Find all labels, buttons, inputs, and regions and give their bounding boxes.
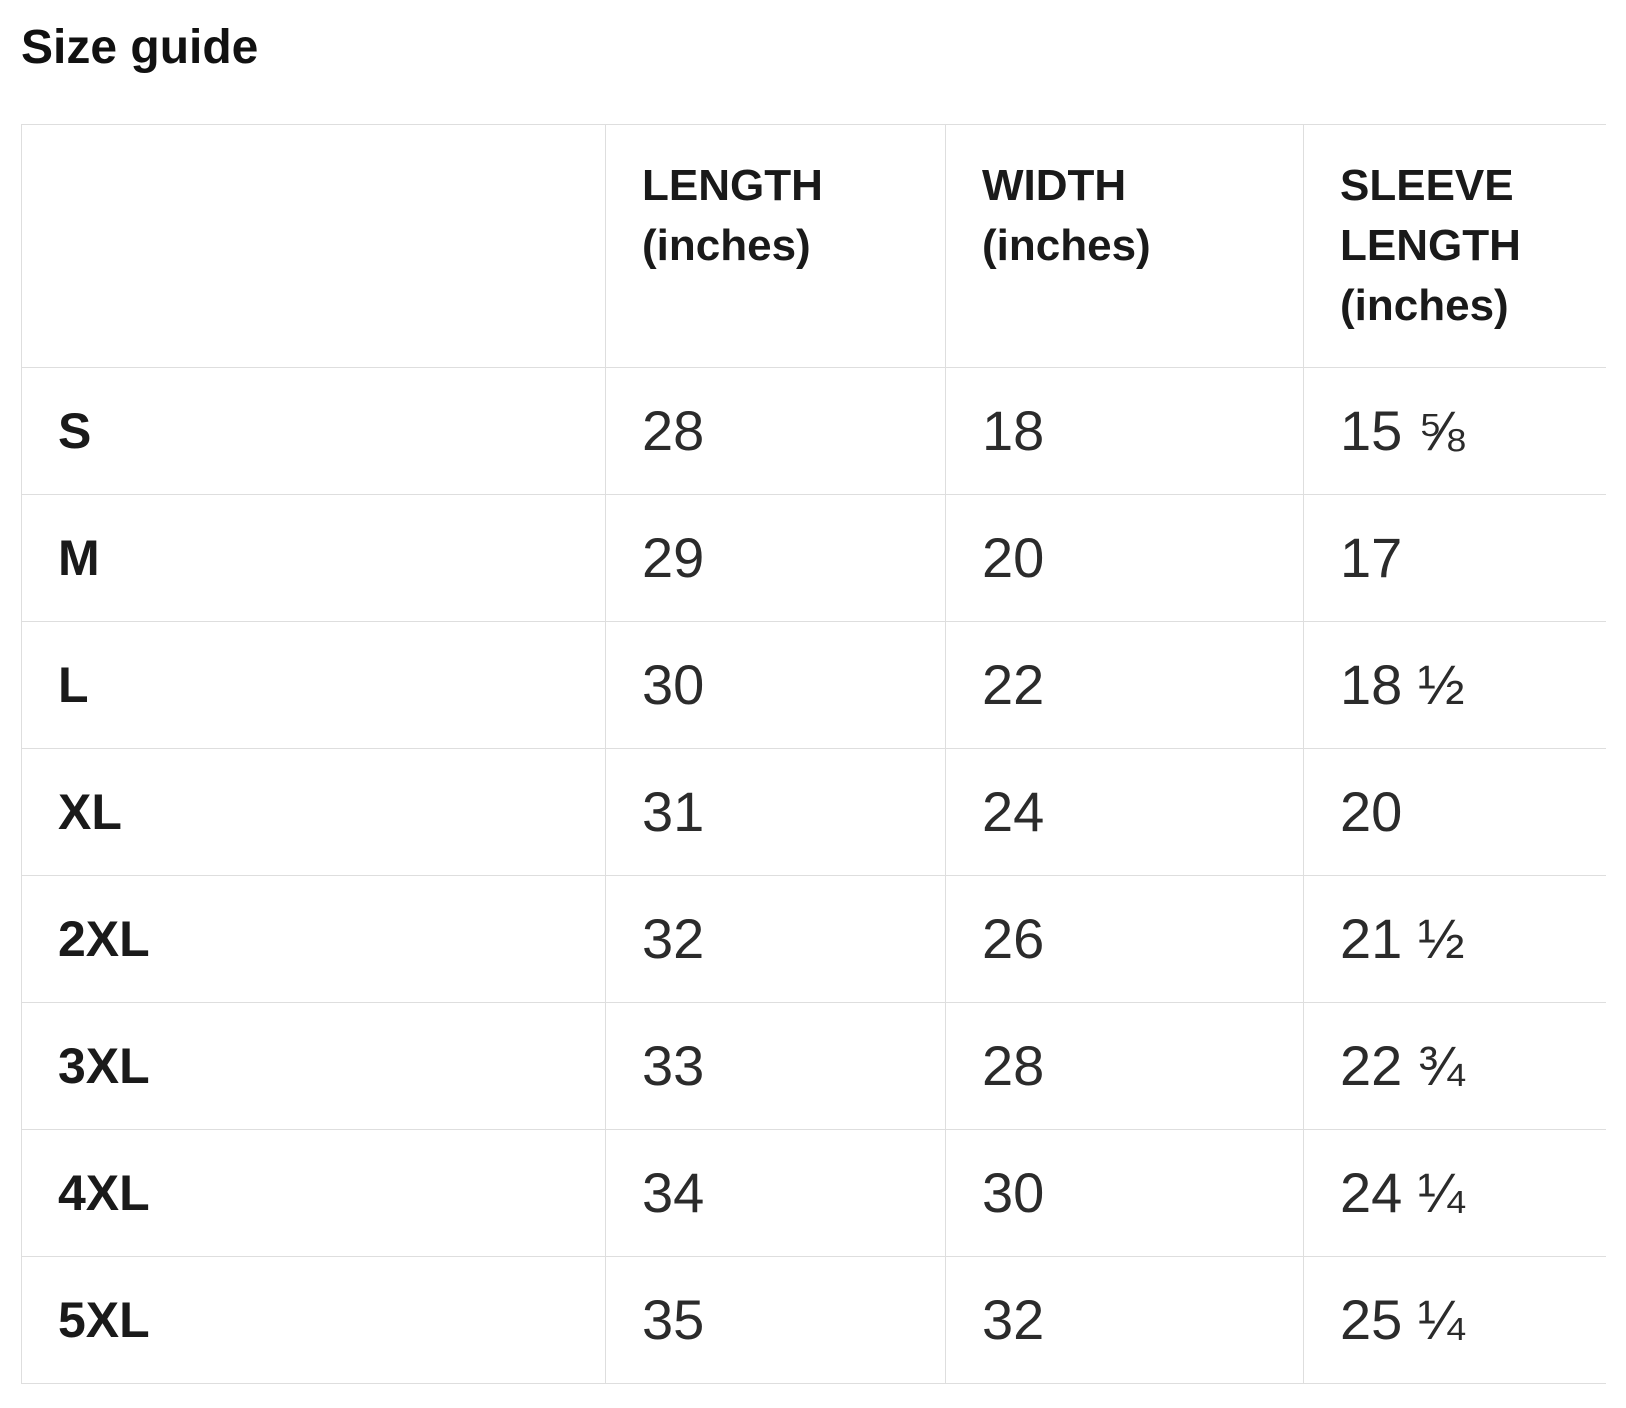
column-header-width: WIDTH (inches) [946, 125, 1304, 368]
table-row-l [22, 622, 1606, 749]
length-value: 30 [606, 622, 946, 749]
table-header [22, 125, 1606, 368]
sleeve-length-value: 15 ⅝ [1304, 368, 1606, 495]
width-value: 22 [946, 622, 1304, 749]
table-row-xl [22, 749, 1606, 876]
length-value: 35 [606, 1257, 946, 1384]
length-value: 33 [606, 1003, 946, 1130]
table-row-s [22, 368, 1606, 495]
sleeve-length-value: 20 [1304, 749, 1606, 876]
size-label: S [22, 368, 606, 495]
size-label: M [22, 495, 606, 622]
size-label: 3XL [22, 1003, 606, 1130]
header-row [22, 125, 1606, 368]
column-header-size [22, 125, 606, 368]
sleeve-length-value: 25 ¼ [1304, 1257, 1606, 1384]
sleeve-length-value: 22 ¾ [1304, 1003, 1606, 1130]
sleeve-length-value: 18 ½ [1304, 622, 1606, 749]
length-value: 32 [606, 876, 946, 1003]
width-value: 20 [946, 495, 1304, 622]
sleeve-length-value: 21 ½ [1304, 876, 1606, 1003]
size-label: L [22, 622, 606, 749]
width-value: 24 [946, 749, 1304, 876]
table-row-3xl [22, 1003, 1606, 1130]
length-value: 31 [606, 749, 946, 876]
width-value: 18 [946, 368, 1304, 495]
size-label: 2XL [22, 876, 606, 1003]
length-value: 29 [606, 495, 946, 622]
table-row-5xl [22, 1257, 1606, 1384]
size-guide-table [21, 124, 1606, 1384]
width-value: 26 [946, 876, 1304, 1003]
width-value: 30 [946, 1130, 1304, 1257]
size-label: 5XL [22, 1257, 606, 1384]
size-label: XL [22, 749, 606, 876]
sleeve-length-value: 24 ¼ [1304, 1130, 1606, 1257]
length-value: 34 [606, 1130, 946, 1257]
column-header-length: LENGTH (inches) [606, 125, 946, 368]
length-value: 28 [606, 368, 946, 495]
table-row-4xl [22, 1130, 1606, 1257]
table-body [22, 368, 1606, 1384]
table-row-2xl [22, 876, 1606, 1003]
table-row-m [22, 495, 1606, 622]
sleeve-length-value: 17 [1304, 495, 1606, 622]
column-header-sleeve-length: SLEEVE LENGTH (inches) [1304, 125, 1606, 368]
width-value: 32 [946, 1257, 1304, 1384]
width-value: 28 [946, 1003, 1304, 1130]
page-title: Size guide [21, 21, 259, 74]
size-label: 4XL [22, 1130, 606, 1257]
